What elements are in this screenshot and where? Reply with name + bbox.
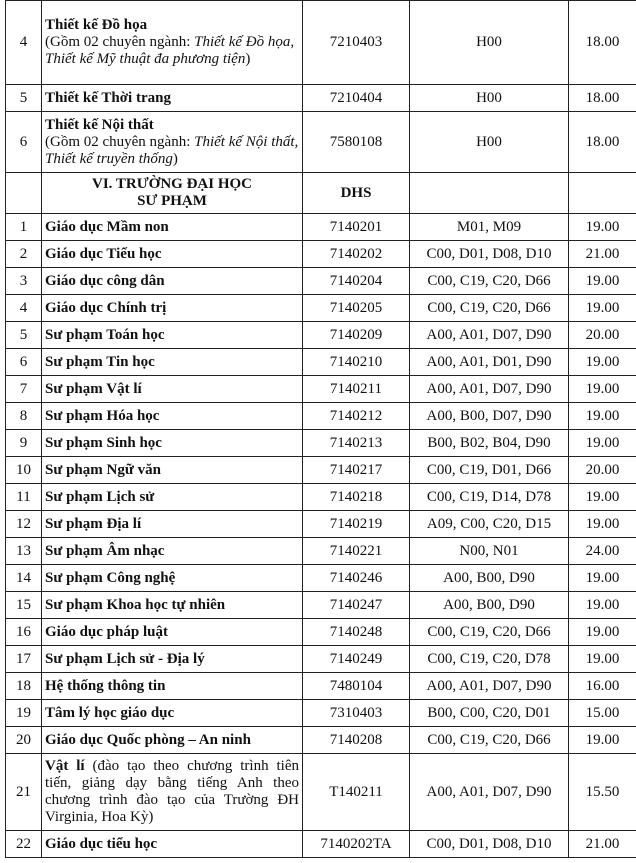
cutoff-score: 19.00 bbox=[569, 403, 636, 430]
cutoff-score: 19.00 bbox=[569, 214, 636, 241]
subject-combination: A00, B00, D90 bbox=[410, 565, 569, 592]
subject-combination: B00, C00, C20, D01 bbox=[410, 700, 569, 727]
program-name-text: Sư phạm Vật lí bbox=[45, 380, 142, 397]
section-header-row bbox=[6, 173, 636, 214]
program-name-text: Sư phạm Lịch sử - Địa lý bbox=[45, 650, 205, 667]
cutoff-score: 21.00 bbox=[569, 831, 636, 858]
cutoff-score: 19.00 bbox=[569, 268, 636, 295]
admission-table bbox=[5, 0, 636, 858]
row-number: 16 bbox=[6, 619, 42, 646]
cutoff-score: 19.00 bbox=[569, 484, 636, 511]
cutoff-score: 19.00 bbox=[569, 349, 636, 376]
program-name-text: Sư phạm Tin học bbox=[45, 353, 155, 370]
program-name bbox=[42, 565, 303, 592]
row-number: 2 bbox=[6, 241, 42, 268]
table-row bbox=[6, 592, 636, 619]
cutoff-score: 16.00 bbox=[569, 673, 636, 700]
program-name bbox=[42, 673, 303, 700]
program-code: 7140201 bbox=[303, 214, 410, 241]
row-number: 19 bbox=[6, 700, 42, 727]
program-name bbox=[42, 831, 303, 858]
program-code: 7140208 bbox=[303, 727, 410, 754]
program-name bbox=[42, 214, 303, 241]
cutoff-score: 15.00 bbox=[569, 700, 636, 727]
subject-combination: C00, C19, D14, D78 bbox=[410, 484, 569, 511]
cutoff-score: 19.00 bbox=[569, 295, 636, 322]
row-number: 1 bbox=[6, 214, 42, 241]
subject-combination: H00 bbox=[410, 85, 569, 112]
program-name bbox=[42, 268, 303, 295]
subject-combination: C00, C19, D01, D66 bbox=[410, 457, 569, 484]
cutoff-score: 18.00 bbox=[569, 85, 636, 112]
row-number: 17 bbox=[6, 646, 42, 673]
program-code: 7580108 bbox=[303, 112, 410, 173]
table-row bbox=[6, 85, 636, 112]
table-row bbox=[6, 646, 636, 673]
cutoff-score: 18.00 bbox=[569, 112, 636, 173]
row-number: 10 bbox=[6, 457, 42, 484]
table-row bbox=[6, 349, 636, 376]
cutoff-score: 19.00 bbox=[569, 376, 636, 403]
row-number: 18 bbox=[6, 673, 42, 700]
subject-combination: A00, A01, D01, D90 bbox=[410, 349, 569, 376]
program-name-text: Sư phạm Sinh học bbox=[45, 434, 162, 451]
table-row bbox=[6, 403, 636, 430]
cutoff-score: 21.00 bbox=[569, 241, 636, 268]
program-name bbox=[42, 112, 303, 173]
subject-combination: N00, N01 bbox=[410, 538, 569, 565]
cutoff-score: 15.50 bbox=[569, 754, 636, 831]
program-subtitle-prefix: (Gồm 02 chuyên ngành: bbox=[45, 133, 195, 150]
program-description: (đào tạo theo chương trình tiên tiến, giảng dạy bằng tiếng Anh theo chương trình đào tạo của Trường ĐH Virginia, Hoa Kỳ) bbox=[45, 758, 299, 825]
section-title: VI. TRƯỜNG ĐẠI HỌC SƯ PHẠM bbox=[42, 173, 303, 214]
section-code: DHS bbox=[303, 173, 410, 214]
program-name bbox=[42, 484, 303, 511]
program-name-text: Sư phạm Địa lí bbox=[45, 515, 142, 532]
program-subtitle-italic: Thiết kế Đồ họa, Thiết kế Mỹ thuật đa phương tiện bbox=[45, 34, 295, 67]
row-number: 6 bbox=[6, 349, 42, 376]
program-name bbox=[42, 754, 303, 831]
row-number: 22 bbox=[6, 831, 42, 858]
row-number: 21 bbox=[6, 754, 42, 831]
table-row bbox=[6, 268, 636, 295]
program-code: 7140202 bbox=[303, 241, 410, 268]
program-name bbox=[42, 1, 303, 85]
subject-combination: C00, D01, D08, D10 bbox=[410, 241, 569, 268]
subject-combination: A00, A01, D07, D90 bbox=[410, 673, 569, 700]
program-code: 7140209 bbox=[303, 322, 410, 349]
program-code: 7310403 bbox=[303, 700, 410, 727]
cutoff-score: 24.00 bbox=[569, 538, 636, 565]
subject-combination: H00 bbox=[410, 1, 569, 85]
program-name bbox=[42, 727, 303, 754]
row-number: 20 bbox=[6, 727, 42, 754]
program-name-text: Giáo dục pháp luật bbox=[45, 623, 168, 640]
program-name-text: Giáo dục Mầm non bbox=[45, 218, 169, 235]
table-row bbox=[6, 214, 636, 241]
program-subtitle-suffix: ) bbox=[172, 150, 178, 167]
cutoff-score: 19.00 bbox=[569, 592, 636, 619]
program-name-bold: Thiết kế Thời trang bbox=[45, 89, 171, 106]
program-code: 7140247 bbox=[303, 592, 410, 619]
table-row bbox=[6, 673, 636, 700]
table-row bbox=[6, 619, 636, 646]
row-number: 5 bbox=[6, 322, 42, 349]
subject-combination: C00, C19, C20, D66 bbox=[410, 727, 569, 754]
row-number: 15 bbox=[6, 592, 42, 619]
program-code: 7140213 bbox=[303, 430, 410, 457]
table-row bbox=[6, 511, 636, 538]
program-code: 7140219 bbox=[303, 511, 410, 538]
row-number: 7 bbox=[6, 376, 42, 403]
program-name bbox=[42, 619, 303, 646]
table-row bbox=[6, 430, 636, 457]
program-name bbox=[42, 592, 303, 619]
subject-combination: A00, B00, D07, D90 bbox=[410, 403, 569, 430]
table-row bbox=[6, 1, 636, 85]
program-name-text: Sư phạm Khoa học tự nhiên bbox=[45, 596, 226, 613]
row-number: 5 bbox=[6, 85, 42, 112]
program-code: 7140218 bbox=[303, 484, 410, 511]
program-subtitle-italic: Thiết kế Nội thất, Thiết kế truyền thống bbox=[45, 133, 299, 167]
cutoff-score: 18.00 bbox=[569, 1, 636, 85]
program-code: 7140249 bbox=[303, 646, 410, 673]
program-name-text: Sư phạm Lịch sử bbox=[45, 488, 155, 505]
program-name bbox=[42, 403, 303, 430]
program-name bbox=[42, 646, 303, 673]
program-name-text: Giáo dục Quốc phòng – An ninh bbox=[45, 731, 251, 748]
program-code: 7140212 bbox=[303, 403, 410, 430]
program-name bbox=[42, 376, 303, 403]
subject-combination: B00, B02, B04, D90 bbox=[410, 430, 569, 457]
cutoff-score: 19.00 bbox=[569, 511, 636, 538]
subject-combination: A09, C00, C20, D15 bbox=[410, 511, 569, 538]
row-number bbox=[6, 173, 42, 214]
program-name bbox=[42, 700, 303, 727]
program-code: 7140221 bbox=[303, 538, 410, 565]
cutoff-score: 19.00 bbox=[569, 430, 636, 457]
program-name-bold: Vật lí bbox=[45, 758, 85, 774]
table-row bbox=[6, 484, 636, 511]
row-number: 13 bbox=[6, 538, 42, 565]
program-code: 7140248 bbox=[303, 619, 410, 646]
program-name-text: Giáo dục tiểu học bbox=[45, 835, 158, 852]
program-name-bold: Thiết kế Đồ họa bbox=[45, 17, 148, 33]
row-number: 12 bbox=[6, 511, 42, 538]
row-number: 4 bbox=[6, 1, 42, 85]
program-subtitle-suffix: ) bbox=[245, 51, 251, 67]
program-name-text: Sư phạm Âm nhạc bbox=[45, 542, 165, 559]
cutoff-score bbox=[569, 173, 636, 214]
program-code: 7140210 bbox=[303, 349, 410, 376]
subject-combination: C00, C19, C20, D66 bbox=[410, 619, 569, 646]
program-code: 7140211 bbox=[303, 376, 410, 403]
program-code: 7140204 bbox=[303, 268, 410, 295]
table-row bbox=[6, 457, 636, 484]
row-number: 8 bbox=[6, 403, 42, 430]
program-name bbox=[42, 241, 303, 268]
program-name bbox=[42, 295, 303, 322]
program-name-text: Giáo dục công dân bbox=[45, 272, 165, 289]
program-name-text: Sư phạm Hóa học bbox=[45, 407, 160, 424]
cutoff-score: 19.00 bbox=[569, 565, 636, 592]
table-row bbox=[6, 565, 636, 592]
cutoff-score: 19.00 bbox=[569, 646, 636, 673]
table-row bbox=[6, 538, 636, 565]
program-code: 7140217 bbox=[303, 457, 410, 484]
program-name bbox=[42, 85, 303, 112]
row-number: 11 bbox=[6, 484, 42, 511]
subject-combination: A00, A01, D07, D90 bbox=[410, 322, 569, 349]
table-row bbox=[6, 754, 636, 831]
program-name-text: Tâm lý học giáo dục bbox=[45, 704, 175, 721]
row-number: 6 bbox=[6, 112, 42, 173]
program-code: T140211 bbox=[303, 754, 410, 831]
program-name-text: Sư phạm Ngữ văn bbox=[45, 461, 161, 478]
program-name-text: Hệ thống thông tin bbox=[45, 677, 166, 694]
cutoff-score: 20.00 bbox=[569, 322, 636, 349]
program-name-text: Giáo dục Chính trị bbox=[45, 299, 167, 316]
table-row bbox=[6, 831, 636, 858]
table-row bbox=[6, 295, 636, 322]
table-row bbox=[6, 241, 636, 268]
row-number: 3 bbox=[6, 268, 42, 295]
table-row bbox=[6, 112, 636, 173]
program-code: 7480104 bbox=[303, 673, 410, 700]
program-name-text: Giáo dục Tiểu học bbox=[45, 245, 162, 262]
subject-combination: C00, D01, D08, D10 bbox=[410, 831, 569, 858]
program-name-text: Sư phạm Công nghệ bbox=[45, 569, 176, 586]
subject-combination: A00, A01, D07, D90 bbox=[410, 754, 569, 831]
program-code: 7210403 bbox=[303, 1, 410, 85]
subject-combination bbox=[410, 173, 569, 214]
subject-combination: C00, C19, C20, D66 bbox=[410, 295, 569, 322]
program-code: 7140202TA bbox=[303, 831, 410, 858]
program-name bbox=[42, 349, 303, 376]
cutoff-score: 20.00 bbox=[569, 457, 636, 484]
subject-combination: C00, C19, C20, D66 bbox=[410, 268, 569, 295]
program-name bbox=[42, 430, 303, 457]
program-subtitle-prefix: (Gồm 02 chuyên ngành: bbox=[45, 34, 195, 50]
program-name bbox=[42, 322, 303, 349]
subject-combination: H00 bbox=[410, 112, 569, 173]
row-number: 14 bbox=[6, 565, 42, 592]
program-name bbox=[42, 511, 303, 538]
program-name-text: Sư phạm Toán học bbox=[45, 326, 165, 343]
table-row bbox=[6, 700, 636, 727]
subject-combination: M01, M09 bbox=[410, 214, 569, 241]
program-code: 7210404 bbox=[303, 85, 410, 112]
program-name bbox=[42, 457, 303, 484]
subject-combination: A00, A01, D07, D90 bbox=[410, 376, 569, 403]
program-name-bold: Thiết kế Nội thất bbox=[45, 116, 154, 133]
subject-combination: A00, B00, D90 bbox=[410, 592, 569, 619]
program-name bbox=[42, 538, 303, 565]
cutoff-score: 19.00 bbox=[569, 727, 636, 754]
table-row bbox=[6, 322, 636, 349]
table-row bbox=[6, 727, 636, 754]
row-number: 4 bbox=[6, 295, 42, 322]
row-number: 9 bbox=[6, 430, 42, 457]
program-code: 7140205 bbox=[303, 295, 410, 322]
table-row bbox=[6, 376, 636, 403]
subject-combination: C00, C19, C20, D78 bbox=[410, 646, 569, 673]
cutoff-score: 19.00 bbox=[569, 619, 636, 646]
program-code: 7140246 bbox=[303, 565, 410, 592]
